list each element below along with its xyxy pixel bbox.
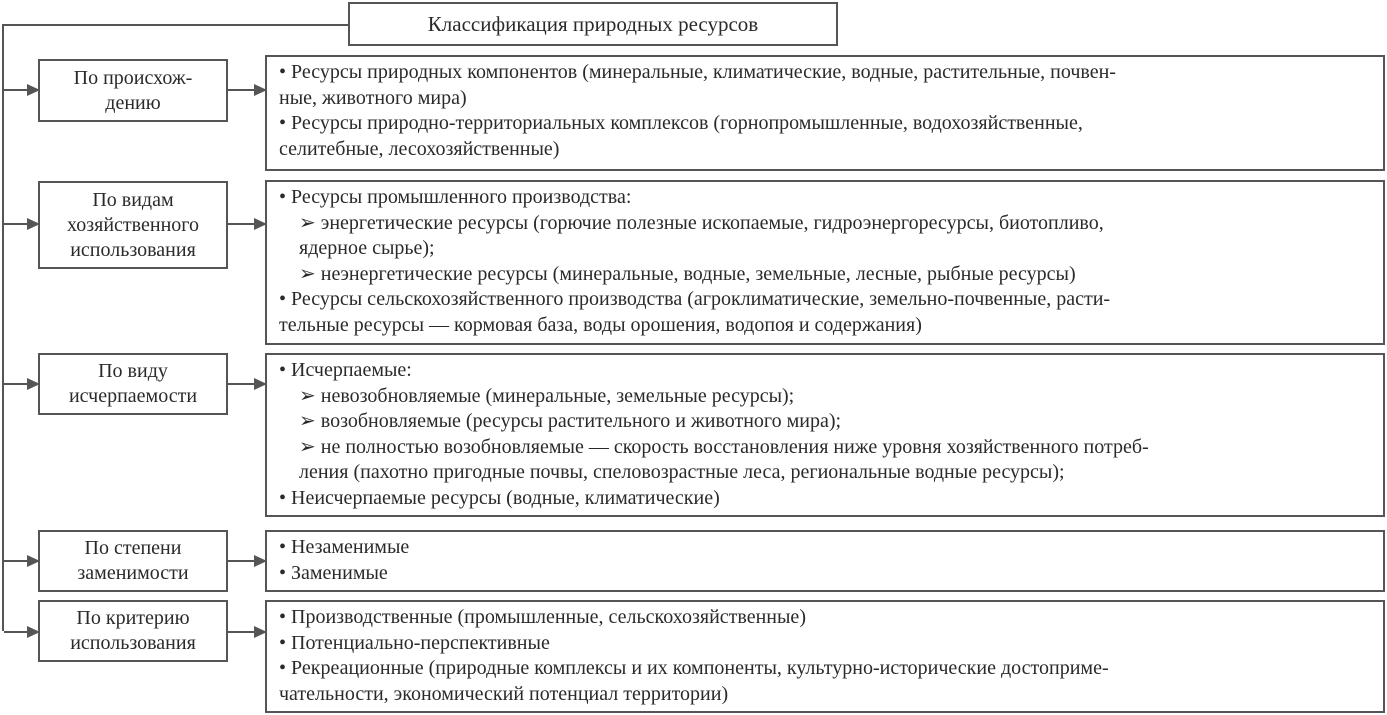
- detail-item: • Ресурсы промышленного производства:: [279, 186, 632, 208]
- detail-by-substitutability: [265, 530, 1385, 592]
- trunk-vertical-line: [2, 24, 4, 631]
- arrow-to-detail-2: [228, 223, 265, 225]
- category-by-usage-criterion: [38, 600, 228, 662]
- category-by-substitutability: [38, 530, 228, 592]
- detail-subitem: ➢ энергетические ресурсы (горючие полезные ископаемые, гидроэнергоресурсы, биотопливо,: [299, 211, 1104, 234]
- detail-item-continuation: тельные ресурсы — кормовая база, воды орошения, водопоя и содержания): [279, 313, 922, 336]
- detail-item: • Производственные (промышленные, сельскохозяйственные): [279, 606, 806, 628]
- detail-item-continuation: ядерное сырье);: [299, 237, 435, 259]
- detail-by-origin: [265, 55, 1385, 171]
- category-by-economic-use: [38, 181, 228, 269]
- detail-item: • Исчерпаемые:: [279, 359, 412, 381]
- category-label-line: По происхож-: [73, 66, 193, 89]
- detail-subitem: ➢ не полностью возобновляемые — скорость восстановления ниже уровня хозяйственного потреб-: [299, 435, 1149, 458]
- detail-item: • Незаменимые: [279, 536, 410, 558]
- detail-subitem: ➢ невозобновляемые (минеральные, земельные ресурсы);: [299, 384, 795, 407]
- detail-item-continuation: селитебные, лесохозяйственные): [279, 137, 560, 160]
- detail-item: • Заменимые: [279, 561, 388, 584]
- detail-subitem: ➢ неэнергетические ресурсы (минеральные, водные, земельные, лесные, рыбные ресурсы): [299, 262, 1076, 285]
- detail-item-continuation: ные, животного мира): [279, 86, 467, 109]
- detail-item-continuation: чательности, экономический потенциал территории): [279, 682, 729, 705]
- arrow-to-detail-1: [228, 89, 265, 91]
- category-label-line: По виду: [98, 360, 168, 382]
- category-by-exhaustibility: [38, 353, 228, 415]
- category-label-line: хозяйственного: [67, 213, 199, 236]
- diagram-title-text: Классификация природных ресурсов: [427, 11, 759, 36]
- detail-item: • Рекреационные (природные комплексы и их компоненты, культурно-исторические достоприме-: [279, 657, 1109, 679]
- detail-item: • Ресурсы природных компонентов (минеральные, климатические, водные, растительные, почвен-: [279, 61, 1116, 83]
- category-label-line: По степени: [84, 537, 182, 559]
- detail-by-economic-use: [265, 180, 1385, 345]
- category-label-line: По видам: [92, 188, 174, 211]
- detail-by-usage-criterion: [265, 600, 1385, 713]
- detail-item: • Ресурсы природно-территориальных комплексов (горнопромышленные, водохозяйственные,: [279, 112, 1083, 134]
- title-connector-line: [2, 24, 348, 26]
- arrow-to-detail-3: [228, 383, 265, 385]
- arrow-to-category-1: [4, 89, 38, 91]
- arrow-to-detail-5: [228, 631, 265, 633]
- category-label-line: дению: [105, 91, 161, 114]
- arrow-to-category-2: [4, 223, 38, 225]
- arrow-to-category-5: [4, 631, 38, 633]
- detail-item: • Неисчерпаемые ресурсы (водные, климатические): [279, 486, 720, 509]
- category-label-line: исчерпаемости: [68, 385, 198, 407]
- detail-item-continuation: ления (пахотно пригодные почвы, спеловозрастные леса, региональные водные ресурсы);: [299, 461, 1065, 483]
- detail-by-exhaustibility: [265, 353, 1385, 517]
- arrow-to-category-4: [4, 560, 38, 562]
- detail-item: • Потенциально-перспективные: [279, 631, 550, 654]
- category-label-line: использования: [70, 632, 196, 654]
- diagram-title: [348, 2, 838, 46]
- arrow-to-category-3: [4, 383, 38, 385]
- arrow-to-detail-4: [228, 560, 265, 562]
- detail-subitem: ➢ возобновляемые (ресурсы растительного и животного мира);: [299, 410, 842, 432]
- category-label-line: По критерию: [76, 607, 190, 629]
- category-by-origin: [38, 59, 228, 122]
- category-label-line: использования: [70, 238, 196, 261]
- category-label-line: заменимости: [77, 562, 189, 584]
- detail-item: • Ресурсы сельскохозяйственного производства (агроклиматические, земельно-почвенные, расти-: [279, 288, 1111, 310]
